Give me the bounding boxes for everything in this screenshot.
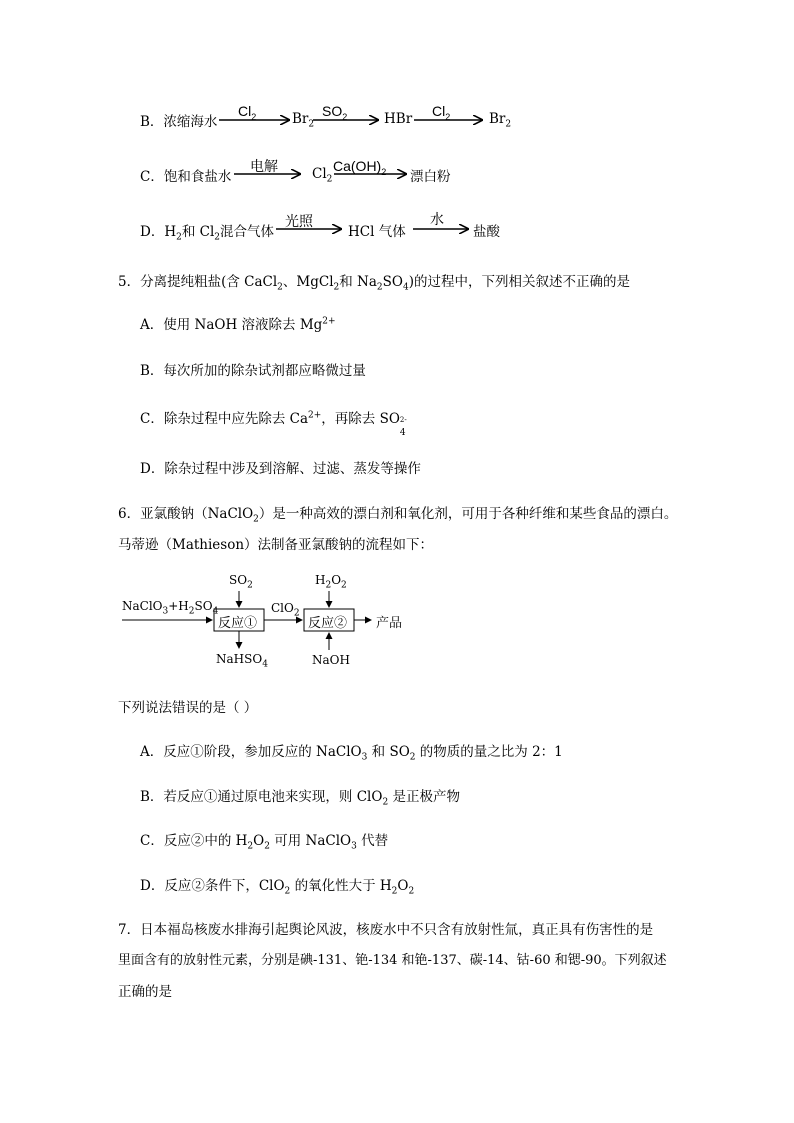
flow-so2-label: $SO_2$ (229, 573, 253, 591)
arrow-b2-label: $SO_2$ (322, 103, 348, 122)
option-d-end: 盐酸 (473, 224, 500, 240)
arrow-d2-label: 水 (430, 212, 444, 228)
option-b-end: $Br_2$ (489, 111, 512, 130)
option-c-mid: $Cl_2$ (312, 166, 333, 185)
flow-clo2-label: ClO$_2$ (271, 601, 300, 619)
option-d: D．$H_2$和 $Cl_2$混合气体 (140, 224, 275, 243)
arrow-c2-label: $Ca(OH)_2$ (333, 158, 387, 177)
flow-product-label: 产品 (376, 616, 403, 631)
q5-option-b: B．每次所加的除杂试剂都应略微过量 (140, 363, 366, 379)
q5-option-c: C．除杂过程中应先除去 $Ca^{2+}$，再除去 SO 2- 4 (140, 410, 407, 438)
flow-input-label: $NaClO_3+H_2SO_4$ (122, 599, 219, 617)
flow-h2o2-label: $H_2O_2$ (315, 573, 347, 591)
option-b-mid1: $Br_2$ (292, 111, 315, 130)
option-b-mid2: HBr (384, 111, 413, 127)
q6-option-d: D．反应②条件下，ClO$_2$ 的氧化性大于 $H_2O_2$ (140, 878, 415, 897)
option-b-prefix: B．浓缩海水 (140, 114, 218, 130)
flow-naoh-label: NaOH (312, 653, 350, 667)
arrow-b3-label: $Cl_2$ (432, 103, 451, 122)
q6-stem-line1: 6．亚氯酸钠（NaClO$_2$）是一种高效的漂白剂和氧化剂，可用于各种纤维和某些食品的漂白。 (118, 506, 678, 525)
q5-option-d: D．除杂过程中涉及到溶解、过滤、蒸发等操作 (140, 461, 421, 477)
flow-box2-label: 反应② (308, 616, 348, 631)
q5-option-a: A．使用 NaOH 溶液除去 $Mg^{2+}$ (140, 316, 336, 333)
option-c-end: 漂白粉 (410, 169, 451, 185)
q6-option-c: C．反应②中的 $H_2O_2$ 可用 NaClO$_3$ 代替 (140, 833, 389, 852)
flow-box1-label: 反应① (218, 616, 258, 631)
q6-prompt: 下列说法错误的是（ ） (118, 700, 258, 716)
flow-nahso4-label: NaHSO$_4$ (216, 652, 268, 670)
q6-option-a: A．反应①阶段，参加反应的 NaClO$_3$ 和 $SO_2$ 的物质的量之比为 2：1 (140, 744, 563, 763)
option-d-mid: HCl 气体 (348, 224, 406, 240)
q5-stem: 5．分离提纯粗盐(含 CaCl$_2$、MgCl$_2$和 $Na_2SO_4$)的过程中，下列相关叙述不正确的是 (118, 274, 630, 293)
q7-stem-line3: 正确的是 (118, 984, 172, 1000)
option-c-prefix: C．饱和食盐水 (140, 169, 232, 185)
arrow-b1-label: $Cl_2$ (238, 103, 257, 122)
q6-stem-line2: 马蒂逊（Mathieson）法制备亚氯酸钠的流程如下： (118, 537, 434, 553)
arrow-d1-label: 光照 (285, 214, 313, 230)
q7-stem-line1: 7．日本福岛核废水排海引起舆论风波，核废水中不只含有放射性氚，真正具有伤害性的是 (118, 922, 654, 938)
arrow-c1-label: 电解 (250, 159, 278, 175)
q6-option-b: B．若反应①通过原电池来实现，则 ClO$_2$ 是正极产物 (140, 789, 460, 808)
q7-stem-line2: 里面含有的放射性元素，分别是碘-131、铯-134 和铯-137、碳-14、钴-60 和锶-90。下列叙述 (118, 953, 667, 968)
